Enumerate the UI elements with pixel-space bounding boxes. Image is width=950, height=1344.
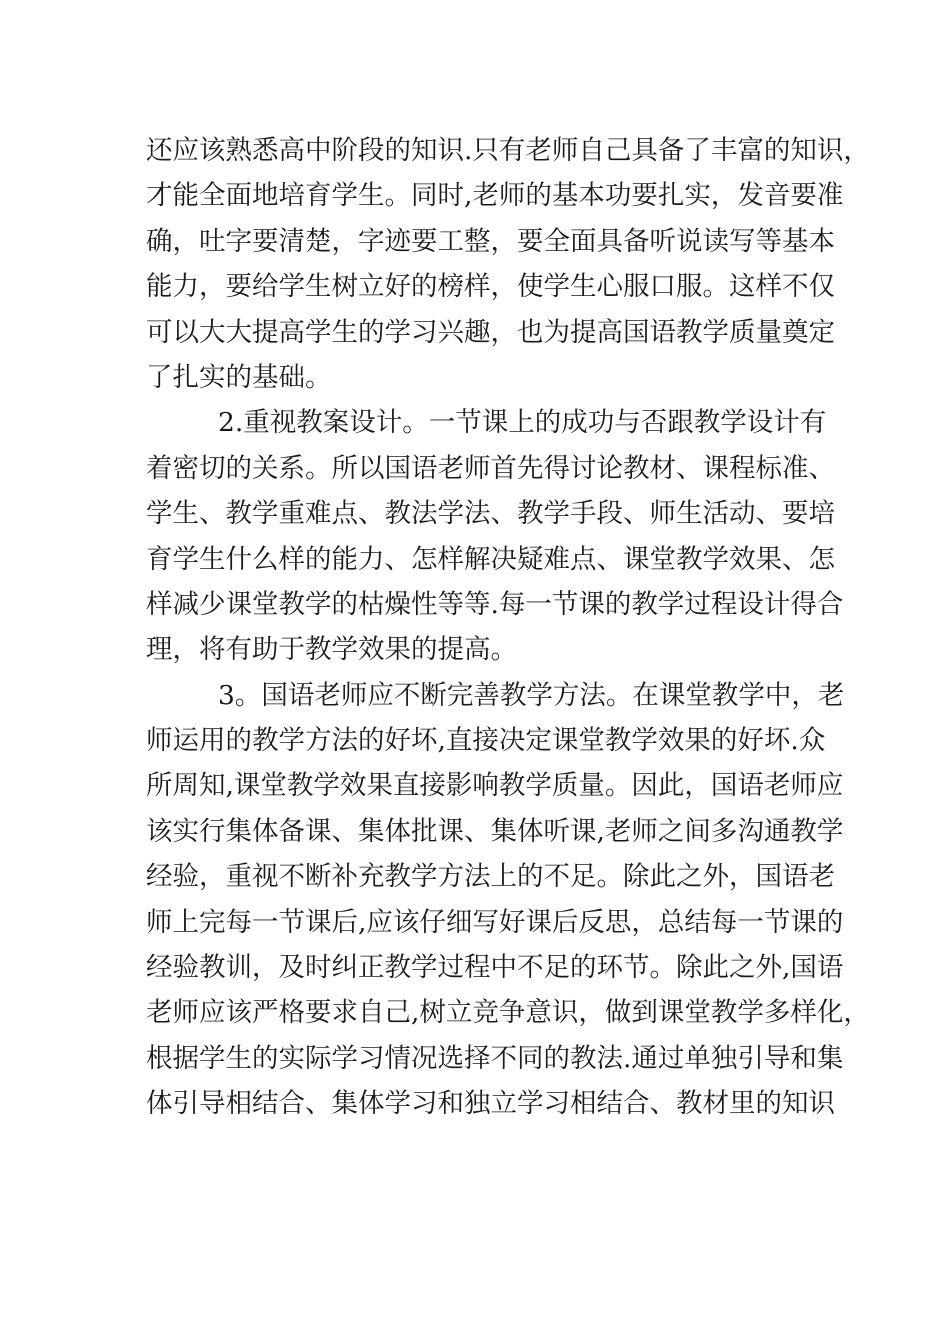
paragraph-start-line: 3。国语老师应不断完善教学方法。在课堂教学中，老 [218, 679, 845, 711]
text-line: 还应该熟悉高中阶段的知识.只有老师自己具备了丰富的知识， [146, 135, 870, 166]
text-line: 所周知,课堂教学效果直接影响教学质量。因此，国语老师应 [146, 770, 844, 802]
text-line: 师运用的教学方法的好坏,直接决定课堂教学效果的好坏.众 [146, 725, 826, 757]
text-line: 能力，要给学生树立好的榜样，使学生心服口服。这样不仅 [146, 271, 835, 303]
text-line: 可以大大提高学生的学习兴趣，也为提高国语教学质量奠定 [146, 316, 835, 348]
text-line: 了扎实的基础。 [146, 361, 332, 393]
text-line: 经验，重视不断补充教学方法上的不足。除此之外，国语老 [146, 861, 835, 893]
text-line: 理，将有助于教学效果的提高。 [146, 634, 517, 666]
text-line: 才能全面地培育学生。同时,老师的基本功要扎实，发音要准 [146, 180, 844, 212]
text-line: 育学生什么样的能力、怎样解决疑难点、课堂教学效果、怎 [146, 543, 835, 575]
text-line: 确，吐字要清楚，字迹要工整，要全面具备听说读写等基本 [146, 225, 835, 257]
paragraph-start-line: 2.重视教案设计。一节课上的成功与否跟教学设计有 [218, 407, 827, 439]
text-line: 体引导相结合、集体学习和独立学习相结合、教材里的知识 [146, 1088, 835, 1120]
text-line: 着密切的关系。所以国语老师首先得讨论教材、课程标准、 [146, 452, 835, 484]
text-line: 样减少课堂教学的枯燥性等等.每一节课的教学过程设计得合 [146, 588, 844, 620]
text-line: 师上完每一节课后,应该仔细写好课后反思，总结每一节课的 [146, 906, 844, 938]
text-line: 根据学生的实际学习情况选择不同的教法.通过单独引导和集 [146, 1042, 844, 1074]
text-line: 经验教训，及时纠正教学过程中不足的环节。除此之外,国语 [146, 952, 844, 984]
text-line: 老师应该严格要求自己,树立竞争意识，做到课堂教学多样化， [146, 997, 870, 1029]
text-line: 该实行集体备课、集体批课、集体听课,老师之间多沟通教学 [146, 815, 844, 847]
body-text [146, 128, 870, 1127]
text-line: 学生、教学重难点、教法学法、教学手段、师生活动、要培 [146, 498, 835, 530]
